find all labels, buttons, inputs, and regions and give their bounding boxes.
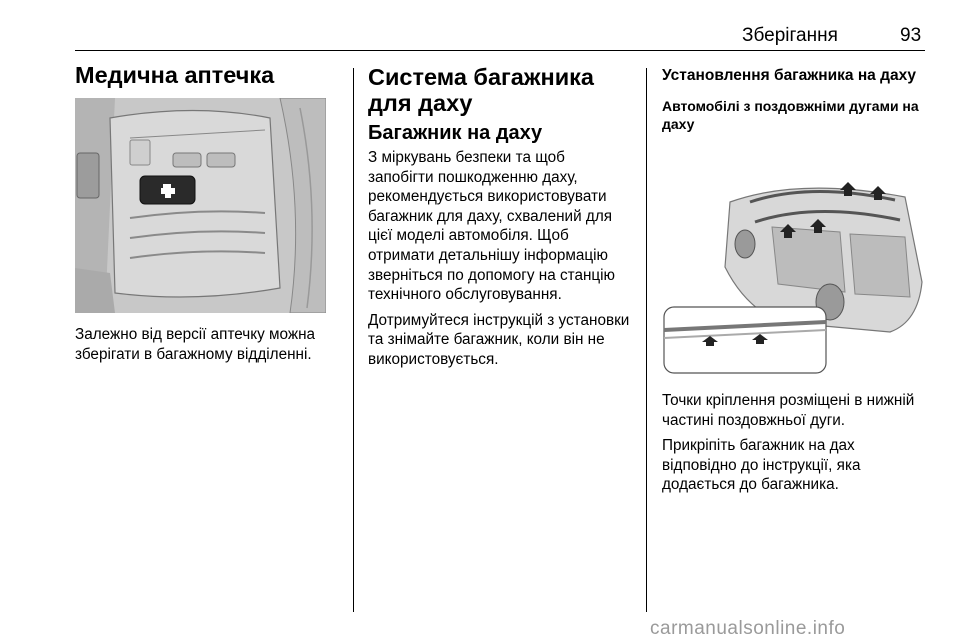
- column-divider-1: [353, 68, 354, 612]
- vehicles-with-rails-subheading: Автомобілі з поздовжніми дугами на даху: [662, 98, 919, 132]
- roof-rack-paragraph-1: З міркувань безпеки та щоб запобігти пошкодженню даху, рекомендується використовувати багажник для даху, схвалений для цієї моделі автомобіля. Щоб отримати детальнішу інформацію зверніться по допомогу на станцію технічного обслуговування.: [368, 149, 616, 304]
- column-3: [662, 66, 928, 133]
- attachment-points-paragraph: Точки кріплення розміщені в нижній частині поздовжньої дуги.: [662, 392, 915, 429]
- roof-rails-illustration: [660, 172, 928, 377]
- first-aid-kit-illustration: [75, 98, 326, 313]
- roof-rack-subheading: Багажник на даху: [368, 122, 543, 144]
- first-aid-kit-caption: Залежно від версії аптечку можна зберігати в багажному відділенні.: [75, 326, 316, 363]
- install-roof-rack-heading: Установлення багажника на даху: [662, 67, 917, 84]
- column-2: [368, 64, 634, 376]
- column-1: [75, 62, 340, 88]
- car-roof-rails-drawing: [660, 172, 928, 377]
- first-aid-kit-heading: Медична аптечка: [75, 62, 275, 88]
- column-3-text: [662, 391, 932, 501]
- roof-rack-paragraph-2: Дотримуйтеся інструкцій з установки та знімайте багажник, коли він не використовується.: [368, 311, 630, 368]
- column-1-text: [75, 325, 345, 370]
- column-divider-2: [646, 68, 647, 612]
- header-rule: [75, 50, 925, 51]
- roof-rack-system-heading: Система багажника для даху: [368, 64, 595, 116]
- trunk-side-panel-drawing: [75, 98, 326, 313]
- attach-rack-paragraph: Прикріпіть багажник на дах відповідно до інструкції, яка додається до багажника.: [662, 437, 861, 494]
- watermark: carmanualsonline.info: [650, 618, 846, 639]
- running-header-title: Зберігання: [742, 25, 838, 46]
- page-number: 93: [900, 25, 922, 46]
